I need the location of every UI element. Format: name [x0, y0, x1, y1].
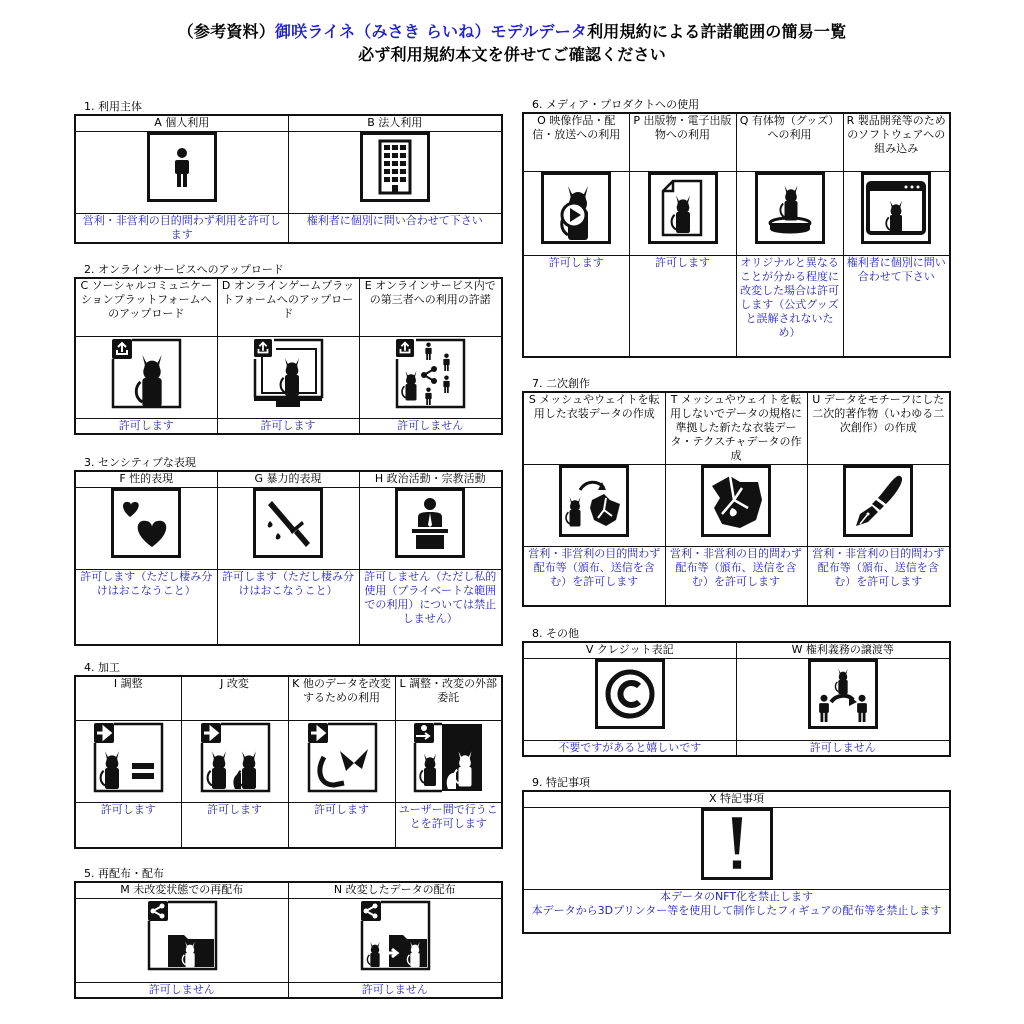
- section-derivative-works: [522, 376, 951, 607]
- result-o: 許可します: [523, 255, 629, 357]
- knife-icon: [253, 488, 323, 558]
- header-f: F 性的表現: [75, 471, 217, 487]
- upload-game-icon: [252, 337, 324, 409]
- header-x: X 特記事項: [523, 791, 950, 807]
- section-label: 9. 特記事項: [532, 776, 590, 789]
- section-special-notes: [522, 775, 951, 934]
- result-x-line-1: 本データのNFT化を禁止します: [659, 889, 814, 903]
- video-icon: [541, 172, 611, 244]
- header-t: T メッシュやウェイトを転用しないでデータの規格に準拠した新たな衣装データ・テクスチャデータの作成: [665, 392, 807, 464]
- costume-convert-icon: [559, 465, 629, 537]
- section-label: 6. メディア・プロダクトへの使用: [532, 98, 700, 111]
- header-d: D オンラインゲームプラットフォームへのアップロード: [217, 278, 359, 336]
- header-q: Q 有体物（グッズ）への利用: [736, 113, 843, 171]
- result-a: 営利・非営利の目的問わず利用を許可します: [75, 213, 288, 243]
- upload-share-icon: [394, 337, 466, 409]
- result-r: 権利者に個別に問い合わせて下さい: [843, 255, 950, 357]
- result-v: 不要ですがあると嬉しいです: [523, 740, 736, 756]
- model-name: 御咲ライネ（みさき らいね）モデルデータ: [274, 22, 588, 41]
- header-o: O 映像作品・配信・放送への利用: [523, 113, 629, 171]
- pen-icon: [843, 465, 913, 537]
- header-i: I 調整: [75, 676, 181, 720]
- software-window-icon: [861, 172, 931, 244]
- section-label: 2. オンラインサービスへのアップロード: [84, 263, 284, 276]
- building-icon: [360, 132, 430, 202]
- result-d: 許可します: [217, 418, 359, 434]
- header-b: B 法人利用: [288, 115, 502, 131]
- header-r: R 製品開発等のためのソフトウェアへの組み込み: [843, 113, 950, 171]
- hearts-icon: [111, 488, 181, 558]
- section-label: 5. 再配布・配布: [84, 867, 164, 880]
- section-label: 7. 二次創作: [532, 377, 590, 390]
- header-p: P 出版物・電子出版物への利用: [629, 113, 736, 171]
- section-label: 1. 利用主体: [84, 100, 142, 113]
- result-l: ユーザー間で行うことを許可します: [395, 802, 502, 848]
- adjust-icon: [92, 721, 164, 793]
- header-k: K 他のデータを改変するための利用: [288, 676, 395, 720]
- copyright-icon: [595, 659, 665, 729]
- result-b: 権利者に個別に問い合わせて下さい: [288, 213, 502, 243]
- result-e: 許可しません: [359, 418, 502, 434]
- header-j: J 改変: [181, 676, 288, 720]
- section-processing: [74, 660, 503, 849]
- outsource-icon: [412, 721, 484, 793]
- result-x: [523, 889, 950, 933]
- page-title: [0, 20, 1024, 66]
- parts-icon: [306, 721, 378, 793]
- person-icon: [147, 132, 217, 202]
- header-u: U データをモチーフにした二次的著作物（いわゆる二次創作）の作成: [807, 392, 950, 464]
- result-f: 許可します（ただし棲み分けはおこなうこと）: [75, 569, 217, 645]
- header-e: E オンラインサービス内での第三者への利用の許諾: [359, 278, 502, 336]
- result-g: 許可します（ただし棲み分けはおこなうこと）: [217, 569, 359, 645]
- document-icon: [648, 172, 718, 244]
- share-modified-icon: [359, 899, 431, 971]
- exclamation-icon: [701, 808, 773, 880]
- costume-icon: [701, 465, 771, 537]
- header-a: A 個人利用: [75, 115, 288, 131]
- header-s: S メッシュやウェイトを転用した衣装データの作成: [523, 392, 665, 464]
- result-j: 許可します: [181, 802, 288, 848]
- section-other: [522, 626, 951, 757]
- result-h: 許可しません（ただし私的使用（プライベートな範囲での利用）については禁止しません）: [359, 569, 502, 645]
- share-folder-icon: [146, 899, 218, 971]
- section-online-upload: [74, 262, 503, 435]
- result-w: 許可しません: [736, 740, 950, 756]
- result-c: 許可します: [75, 418, 217, 434]
- header-n: N 改変したデータの配布: [288, 882, 502, 898]
- header-w: W 権利義務の譲渡等: [736, 642, 950, 658]
- result-k: 許可します: [288, 802, 395, 848]
- result-s: 営利・非営利の目的問わず配布等（頒布、送信を含む）を許可します: [523, 546, 665, 606]
- section-label: 3. センシティブな表現: [84, 456, 196, 469]
- section-sensitive-expression: [74, 455, 503, 646]
- modify-icon: [199, 721, 271, 793]
- header-h: H 政治活動・宗教活動: [359, 471, 502, 487]
- result-u: 営利・非営利の目的問わず配布等（頒布、送信を含む）を許可します: [807, 546, 950, 606]
- result-n: 許可しません: [288, 982, 502, 998]
- result-t: 営利・非営利の目的問わず配布等（頒布、送信を含む）を許可します: [665, 546, 807, 606]
- section-media-product: [522, 97, 951, 358]
- result-p: 許可します: [629, 255, 736, 357]
- result-m: 許可しません: [75, 982, 288, 998]
- section-label: 4. 加工: [84, 661, 120, 674]
- transfer-icon: [808, 659, 878, 729]
- podium-icon: [395, 488, 465, 558]
- result-x-line-2: 本データから3Dプリンター等を使用して制作したフィギュアの配布等を禁止します: [531, 903, 942, 917]
- upload-sns-icon: [110, 337, 182, 409]
- header-c: C ソーシャルコミュニケーションプラットフォームへのアップロード: [75, 278, 217, 336]
- section-label: 8. その他: [532, 627, 579, 640]
- title-line-2: 必ず利用規約本文を併せてご確認ください: [358, 45, 666, 64]
- figure-icon: [755, 172, 825, 244]
- section-usage-subject: [74, 99, 503, 244]
- header-m: M 未改変状態での再配布: [75, 882, 288, 898]
- header-g: G 暴力的表現: [217, 471, 359, 487]
- header-l: L 調整・改変の外部委託: [395, 676, 502, 720]
- result-q: オリジナルと異なることが分かる程度に改変した場合は許可します（公式グッズと誤解されないため）: [736, 255, 843, 357]
- title-line-1: （参考資料）御咲ライネ（みさき らいね）モデルデータ利用規約による許諾範囲の簡易一覧: [177, 22, 847, 41]
- section-redistribution: [74, 866, 503, 999]
- header-v: V クレジット表記: [523, 642, 736, 658]
- result-i: 許可します: [75, 802, 181, 848]
